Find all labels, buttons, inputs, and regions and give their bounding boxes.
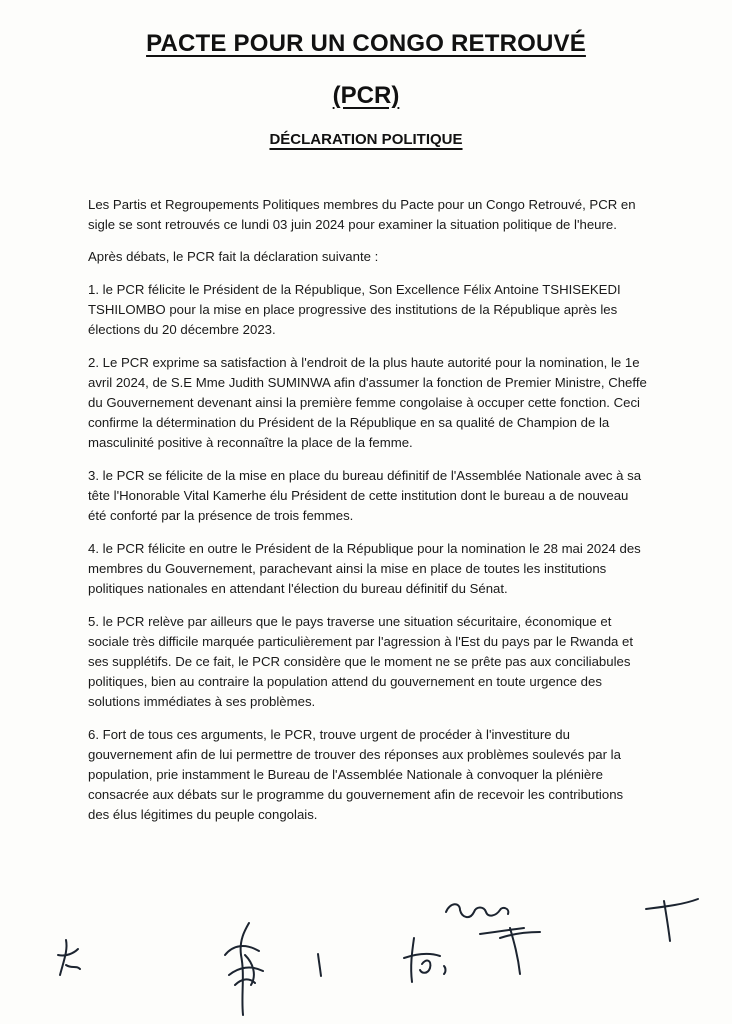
intro-paragraph: Les Partis et Regroupements Politiques membres du Pacte pour un Congo Retrouvé, PCR en sigle se sont retrouvés ce lundi 03 juin 2024 pour examiner la situation politique de l'heure. [88, 197, 636, 232]
point-2: 2. Le PCR exprime sa satisfaction à l'endroit de la plus haute autorité pour la nomination, le 1e avril 2024, de S.E Mme Judith SUMINWA afin d'assumer la fonction de Premier Ministre, Cheffe du Gouvernement devenant ainsi la première femme congolaise à occuper cette fonction. Ceci confirme la détermination du Président de la République en sa qualité de Champion de la masculinité positive à reconnaître la place de la femme. [88, 355, 647, 450]
point-4: 4. le PCR félicite en outre le Président de la République pour la nomination le 28 mai 2024 des membres du Gouvernement, parachevant ainsi la mise en place de toutes les institutions politiques nationales en attendant l'élection du bureau définitif du Sénat. [88, 541, 641, 596]
document-subtitle: DÉCLARATION POLITIQUE [269, 131, 463, 148]
point-6: 6. Fort de tous ces arguments, le PCR, trouve urgent de procéder à l'investiture du gouvernement afin de lui permettre de trouver des réponses aux problèmes soulevés par la population, prie instamment le Bureau de l'Assemblée Nationale à convoquer la plénière consacrée aux débats sur le programme du gouvernement afin de recevoir les contributions des élus légitimes du peuple congolais. [88, 727, 624, 822]
document-acronym: (PCR) [332, 82, 400, 109]
signature-4 [400, 930, 460, 990]
point-3: 3. le PCR se félicite de la mise en place du bureau définitif de l'Assemblée Nationale avec à sa tête l'Honorable Vital Kamerhe élu Président de cette institution dont le bureau a de nouveau été conforté par la présence de trois femmes. [88, 468, 642, 523]
signature-5 [440, 898, 560, 978]
signature-3 [312, 950, 328, 980]
point-1: 1. le PCR félicite le Président de la République, Son Excellence Félix Antoine TSHISEKEDI TSHILOMBO pour la mise en place progressive des institutions de la République après les élections du 20 décembre 2023. [88, 282, 621, 337]
preamble-paragraph: Après débats, le PCR fait la déclaration suivante : [88, 249, 379, 264]
signature-2 [215, 915, 275, 1020]
point-5: 5. le PCR relève par ailleurs que le pays traverse une situation sécuritaire, économique et sociale très difficile marquée particulièrement par l'agression à l'Est du pays par le Rwanda et ses supplétifs. De ce fait, le PCR considère que le moment ne se prête pas aux conciliabules politiques, bien au contraire la population attend du gouvernement en toute urgence des solutions immédiates à ses problèmes. [88, 614, 634, 709]
declaration-body [88, 195, 648, 838]
signature-6 [642, 895, 702, 945]
signature-1 [50, 935, 90, 985]
document-title: PACTE POUR UN CONGO RETROUVÉ [146, 30, 586, 57]
